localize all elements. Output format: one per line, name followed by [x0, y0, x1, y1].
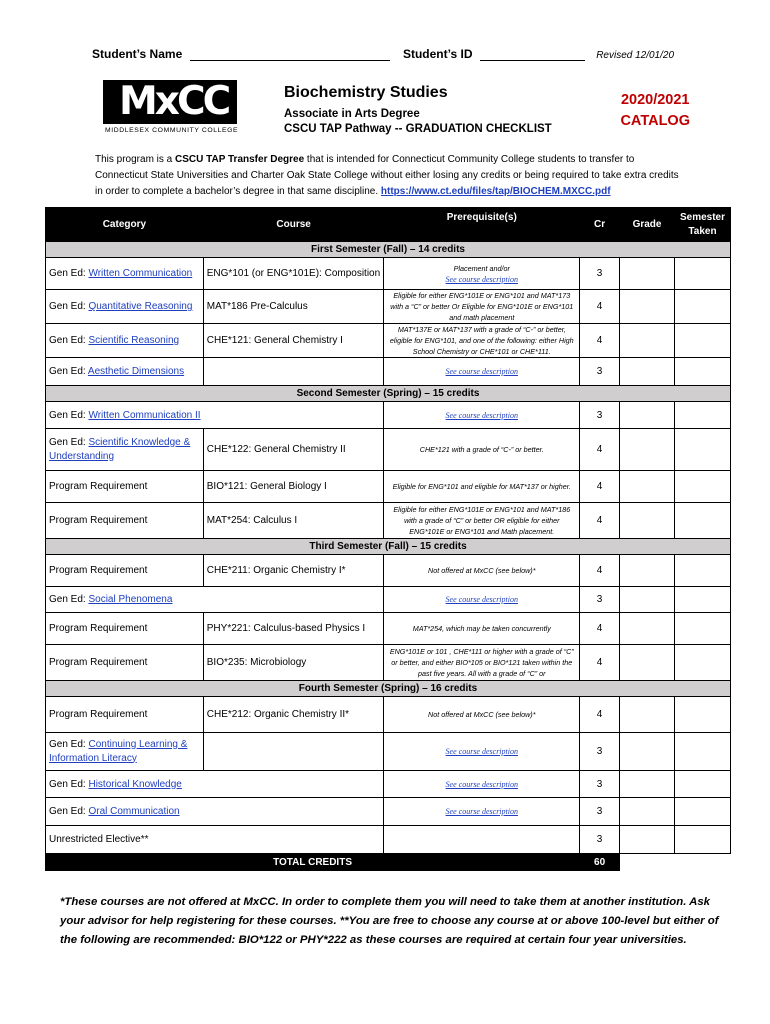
prereq-cell: MAT*254, which may be taken concurrently	[384, 613, 580, 645]
prereq-cell: Eligible for either ENG*101E or ENG*101 and MAT*186 with a grade of “C” or better OR eligible for either ENG*101E or ENG*101 and Math placement.	[384, 503, 580, 539]
category-cell: Unrestricted Elective**	[46, 826, 384, 854]
title-block	[284, 84, 552, 135]
table-row	[46, 471, 731, 503]
catalog-label: CATALOG	[620, 113, 690, 129]
table-row	[46, 697, 731, 733]
grade-cell[interactable]	[620, 402, 675, 429]
intro-link[interactable]: https://www.ct.edu/files/tap/BIOCHEM.MXCC.pdf	[380, 186, 611, 197]
credits-cell: 4	[580, 613, 620, 645]
student-name-label: Student’s Name	[92, 47, 183, 61]
credits-cell: 3	[580, 258, 620, 290]
credits-cell: 4	[580, 503, 620, 539]
course-cell: CHE*212: Organic Chemistry II*	[203, 697, 384, 733]
prereq-link[interactable]: See course description	[445, 367, 518, 376]
table-row	[46, 290, 731, 324]
course-cell: CHE*122: General Chemistry II	[203, 429, 384, 471]
semester-cell[interactable]	[674, 555, 730, 587]
table-row	[46, 503, 731, 539]
pathway-title: CSCU TAP Pathway -- GRADUATION CHECKLIST	[284, 123, 552, 135]
category-cell: Gen Ed: Social Phenomena	[46, 587, 384, 613]
semester-cell[interactable]	[674, 402, 730, 429]
category-cell: Gen Ed: Scientific Knowledge & Understanding	[46, 429, 204, 471]
logo-mark: MxCC	[119, 80, 229, 124]
credits-cell: 4	[580, 697, 620, 733]
credits-cell: 3	[580, 358, 620, 386]
checklist-table	[45, 207, 731, 871]
table-row	[46, 587, 731, 613]
category-cell: Gen Ed: Scientific Reasoning	[46, 324, 204, 358]
grade-cell[interactable]	[620, 798, 675, 826]
category-cell: Program Requirement	[46, 697, 204, 733]
grade-cell[interactable]	[620, 645, 675, 681]
course-cell: MAT*186 Pre-Calculus	[203, 290, 384, 324]
prereq-cell: MAT*137E or MAT*137 with a grade of “C-” or better, eligible for ENG*101, and one of the following: either High School Chemistry or CHE*101 or CHE*111.	[384, 324, 580, 358]
semester-cell[interactable]	[674, 613, 730, 645]
prereq-link[interactable]: See course description	[445, 274, 518, 284]
grade-cell[interactable]	[620, 258, 675, 290]
intro-text-2: that is intended for Connecticut Community College students to transfer to Connecticut State Universities and Charter Oak State College without either losing any credits or being required to take extra credits in order to complete a bachelor’s degree in that same discipline.	[95, 154, 679, 197]
student-info-line	[92, 47, 674, 61]
catalog-year-range: 2020/2021	[620, 92, 690, 108]
credits-cell: 4	[580, 645, 620, 681]
logo-college-name: MIDDLESEX COMMUNITY COLLEGE	[105, 127, 239, 134]
credits-cell: 4	[580, 324, 620, 358]
prereq-link[interactable]: See course description	[445, 410, 518, 420]
category-cell: Gen Ed: Written Communication II	[46, 402, 384, 429]
credits-cell: 3	[580, 771, 620, 798]
category-cell: Gen Ed: Continuing Learning & Information Literacy	[46, 733, 204, 771]
prereq-cell: Not offered at MxCC (see below)*	[384, 555, 580, 587]
degree-title: Associate in Arts Degree	[284, 108, 420, 120]
table-row	[46, 645, 731, 681]
table-row	[46, 733, 731, 771]
category-link[interactable]: Scientific Reasoning	[88, 335, 180, 346]
student-id-label: Student’s ID	[402, 47, 473, 61]
semester-cell[interactable]	[674, 429, 730, 471]
semester-3-label: Third Semester (Fall) – 15 credits	[46, 539, 731, 555]
course-cell: CHE*121: General Chemistry I	[203, 324, 384, 358]
category-cell: Program Requirement	[46, 645, 204, 681]
total-spacer	[674, 854, 730, 871]
table-row	[46, 258, 731, 290]
category-cell: Gen Ed: Oral Communication	[46, 798, 384, 826]
total-label: TOTAL CREDITS	[46, 854, 580, 871]
semester-cell[interactable]	[674, 324, 730, 358]
category-link[interactable]: Oral Communication	[88, 806, 180, 817]
semester-cell[interactable]	[674, 290, 730, 324]
course-cell	[203, 358, 384, 386]
semester-cell[interactable]	[674, 771, 730, 798]
header-prereq: Prerequisite(s)	[384, 208, 580, 242]
semester-row	[46, 681, 731, 697]
student-name-field[interactable]	[190, 48, 390, 61]
table-row	[46, 324, 731, 358]
intro-text-1: This program is a	[95, 154, 176, 165]
semester-2-label: Second Semester (Spring) – 15 credits	[46, 386, 731, 402]
grade-cell[interactable]	[620, 771, 675, 798]
intro-paragraph	[95, 152, 685, 200]
category-link[interactable]: Continuing Learning & Information Literacy	[49, 738, 188, 764]
catalog-year	[620, 90, 690, 132]
category-cell: Gen Ed: Aesthetic Dimensions	[46, 358, 204, 386]
prereq-cell	[384, 798, 580, 826]
semester-cell[interactable]	[674, 258, 730, 290]
mxcc-logo	[103, 80, 237, 138]
table-row	[46, 429, 731, 471]
grade-cell[interactable]	[620, 587, 675, 613]
grade-cell[interactable]	[620, 826, 675, 854]
grade-cell[interactable]	[620, 290, 675, 324]
category-cell: Program Requirement	[46, 555, 204, 587]
grade-cell[interactable]	[620, 358, 675, 386]
grade-cell[interactable]	[620, 324, 675, 358]
prereq-link[interactable]: See course description	[445, 779, 518, 789]
prereq-cell	[384, 826, 580, 854]
table-row	[46, 771, 731, 798]
prereq-link[interactable]: See course description	[445, 747, 518, 756]
credits-cell: 4	[580, 471, 620, 503]
course-cell: BIO*235: Microbiology	[203, 645, 384, 681]
header-course: Course	[203, 208, 384, 242]
table-row	[46, 358, 731, 386]
table-row	[46, 798, 731, 826]
category-link[interactable]: Social Phenomena	[88, 594, 173, 605]
credits-cell: 3	[580, 733, 620, 771]
prereq-cell	[384, 733, 580, 771]
header-grade: Grade	[620, 208, 675, 242]
grade-cell[interactable]	[620, 733, 675, 771]
credits-cell: 4	[580, 429, 620, 471]
table-row	[46, 613, 731, 645]
credits-cell: 3	[580, 587, 620, 613]
category-cell: Program Requirement	[46, 503, 204, 539]
logo-box	[103, 80, 237, 124]
course-cell: MAT*254: Calculus I	[203, 503, 384, 539]
grade-cell[interactable]	[620, 429, 675, 471]
grade-cell[interactable]	[620, 503, 675, 539]
header-semester: Semester Taken	[674, 208, 730, 242]
header-category: Category	[46, 208, 204, 242]
grade-cell[interactable]	[620, 613, 675, 645]
total-row	[46, 854, 731, 871]
category-cell: Program Requirement	[46, 613, 204, 645]
semester-cell[interactable]	[674, 697, 730, 733]
prereq-cell: Placement and/or See course description	[384, 258, 580, 290]
semester-cell[interactable]	[674, 798, 730, 826]
semester-cell[interactable]	[674, 733, 730, 771]
table-row	[46, 402, 731, 429]
revised-date: Revised 12/01/20	[596, 50, 675, 61]
category-cell: Gen Ed: Quantitative Reasoning	[46, 290, 204, 324]
header-cr: Cr	[580, 208, 620, 242]
category-link[interactable]: Written Communication	[88, 268, 193, 279]
semester-cell[interactable]	[674, 587, 730, 613]
grade-cell[interactable]	[620, 697, 675, 733]
prereq-cell: CHE*121 with a grade of “C-” or better.	[384, 429, 580, 471]
course-cell	[203, 733, 384, 771]
semester-row	[46, 539, 731, 555]
category-link[interactable]: Historical Knowledge	[88, 778, 182, 790]
category-link[interactable]: Aesthetic Dimensions	[87, 366, 185, 377]
prereq-cell	[384, 402, 580, 429]
prereq-cell: Eligible for either ENG*101E or ENG*101 and MAT*173 with a “C” or better Or Eligible for ENG*101E or ENG*101 and math placement	[384, 290, 580, 324]
prereq-cell: ENG*101E or 101 , CHE*111 or higher with a grade of “C” or better, and either BIO*105 or BIO*121 taken within the past five years. All with a grade of “C” or	[384, 645, 580, 681]
course-cell: PHY*221: Calculus-based Physics I	[203, 613, 384, 645]
credits-cell: 3	[580, 798, 620, 826]
prereq-cell: Eligible for ENG*101 and eligible for MAT*137 or higher.	[384, 471, 580, 503]
intro-bold: CSCU TAP Transfer Degree	[175, 154, 305, 165]
semester-cell[interactable]	[674, 645, 730, 681]
category-cell: Gen Ed: Historical Knowledge	[46, 771, 384, 798]
course-cell: ENG*101 (or ENG*101E): Composition	[203, 258, 384, 290]
category-link[interactable]: Quantitative Reasoning	[88, 301, 193, 312]
credits-cell: 4	[580, 290, 620, 324]
program-title: Biochemistry Studies	[284, 84, 448, 101]
total-value: 60	[580, 854, 620, 871]
credits-cell: 3	[580, 402, 620, 429]
course-cell: BIO*121: General Biology I	[203, 471, 384, 503]
semester-row	[46, 386, 731, 402]
semester-cell[interactable]	[674, 471, 730, 503]
prereq-cell	[384, 358, 580, 386]
footnote: *These courses are not offered at MxCC. In order to complete them you will need to take them at another institution. Ask your advisor for help registering for these courses. **You are free to choose any course at or above 100-level but either of the following are recommended: BIO*122 or PHY*222 as these courses are required at certain four year universities.	[60, 896, 719, 946]
category-cell: Program Requirement	[46, 471, 204, 503]
grade-cell[interactable]	[620, 555, 675, 587]
semester-cell[interactable]	[674, 503, 730, 539]
total-spacer	[620, 854, 675, 871]
table-row	[46, 826, 731, 854]
table-row	[46, 555, 731, 587]
table-header-row	[46, 208, 731, 242]
prereq-cell	[384, 771, 580, 798]
prereq-cell: Not offered at MxCC (see below)*	[384, 697, 580, 733]
category-link[interactable]: Written Communication II	[88, 409, 201, 421]
semester-4-label: Fourth Semester (Spring) – 16 credits	[46, 681, 731, 697]
semester-cell[interactable]	[674, 358, 730, 386]
category-link[interactable]: Scientific Knowledge & Understanding	[49, 436, 191, 462]
semester-row	[46, 242, 731, 258]
semester-1-label: First Semester (Fall) – 14 credits	[46, 242, 731, 258]
grade-cell[interactable]	[620, 471, 675, 503]
course-cell: CHE*211: Organic Chemistry I*	[203, 555, 384, 587]
semester-cell[interactable]	[674, 826, 730, 854]
student-id-field[interactable]	[480, 48, 585, 61]
prereq-link[interactable]: See course description	[445, 595, 518, 604]
category-cell: Gen Ed: Written Communication	[46, 258, 204, 290]
prereq-cell	[384, 587, 580, 613]
prereq-link[interactable]: See course description	[445, 807, 518, 816]
credits-cell: 4	[580, 555, 620, 587]
credits-cell: 3	[580, 826, 620, 854]
